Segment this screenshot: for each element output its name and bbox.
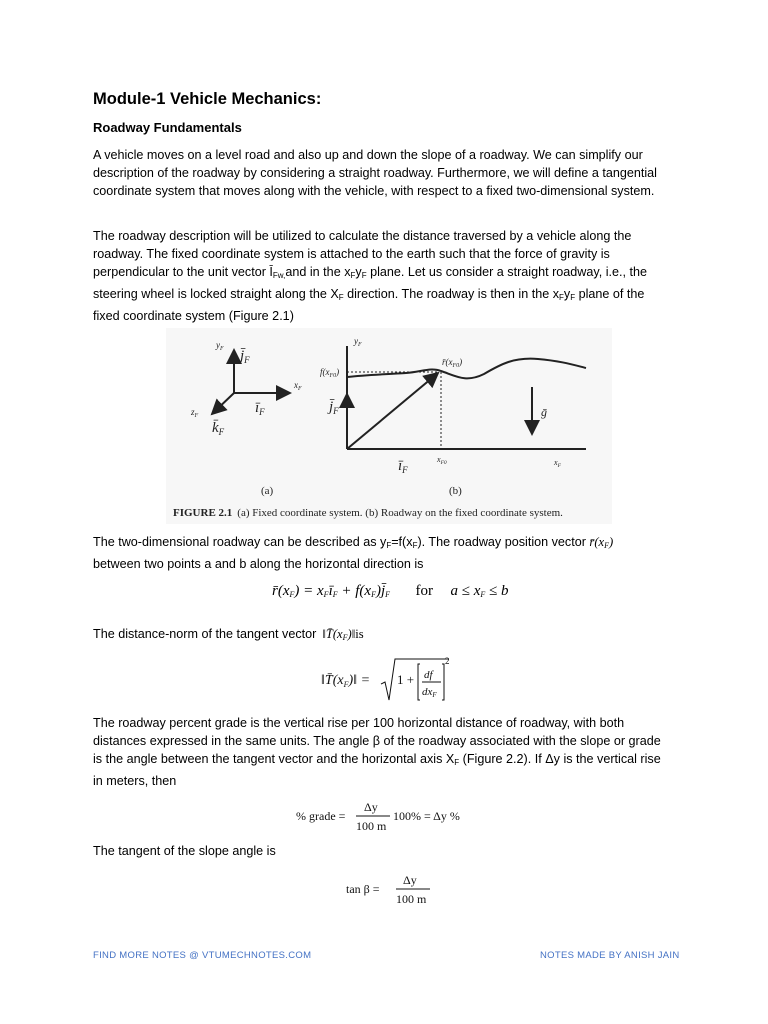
text-fragment: (Figure 2.2). If Δy is the vertical rise in meters, then: [93, 752, 661, 788]
text-fragment: ). The roadway position vector: [417, 535, 590, 549]
eq-for: for: [415, 583, 434, 599]
paragraph-tangent-slope: The tangent of the slope angle is: [93, 844, 276, 858]
label-subfigure-a: (a): [261, 485, 274, 497]
label-jF: $j̄_F$: [329, 399, 339, 416]
subscript: F: [559, 293, 564, 302]
equation-tangent-norm: [321, 654, 451, 704]
text-fragment: plane of the fixed coordinate system (Figure 2.1): [93, 287, 645, 323]
label-yF: $y_F$: [216, 340, 224, 352]
subscript: F: [454, 758, 460, 767]
eq3-lhs: % grade =: [296, 809, 346, 823]
word-is: is: [355, 627, 364, 641]
subscript: F: [412, 541, 418, 550]
label-iF: $ī_F$: [398, 458, 408, 475]
text-fragment: between two points a and b along the horizontal direction is: [93, 557, 424, 571]
label-r-xF0: $r̄(x_{F0})$: [442, 357, 463, 369]
eq3-rhs: 100% = Δy %: [393, 809, 460, 823]
label-jF: $j̄_F$: [240, 348, 250, 365]
text-fragment: The two-dimensional roadway can be described as y: [93, 535, 387, 549]
paragraph-2d-roadway: [93, 533, 653, 573]
subscript: Fw,: [272, 271, 286, 280]
label-kF: $k̄_F$: [212, 420, 225, 437]
eq2-df: df: [424, 669, 433, 681]
eq4-numerator: Δy: [403, 873, 417, 887]
equation-percent-grade-drawing: [296, 796, 486, 836]
text-fragment: y: [563, 287, 571, 301]
subscript: F: [338, 293, 344, 302]
eq-range: a ≤ xF ≤ b: [450, 583, 509, 599]
paragraph-intro: A vehicle moves on a level road and also up and down the slope of a roadway. We can simplify our description of the roadway by considering a straight roadway. Furthermore, we will define a tangential coordinate system that moves along with the vehicle, with respect to a fixed two-dimensional system.: [93, 148, 657, 198]
eq4-denominator: 100 m: [396, 892, 427, 906]
tangent-norm-math: ‖T̄(xF)‖: [322, 627, 356, 642]
equation-tangent-norm-drawing: [321, 654, 451, 704]
text-fragment: =f(x: [391, 535, 413, 549]
label-xF: $x_F$: [554, 458, 561, 469]
footer-credit: NOTES MADE BY ANISH JAIN: [540, 950, 680, 961]
label-xF: $x_F$: [294, 380, 302, 392]
text-fragment: The distance-norm of the tangent vector: [93, 627, 317, 641]
equation-position-vector: [272, 583, 509, 600]
right-bracket: [442, 664, 444, 700]
label-iF: $ī_F$: [255, 400, 265, 417]
paragraph-percent-grade: [93, 714, 673, 790]
label-xF0: $x_{F0}$: [437, 455, 447, 466]
eq2-exponent: 2: [445, 656, 450, 666]
subscript: F: [361, 271, 367, 280]
eq-lhs: r̄(xF) = xFīF + f(xF)j̄F: [272, 583, 391, 599]
eq4-lhs: tan β =: [346, 882, 380, 896]
text-fragment: and in the x: [285, 265, 351, 279]
eq3-numerator: Δy: [364, 800, 378, 814]
position-vector-math: r̄(xF): [589, 535, 614, 550]
left-bracket: [418, 664, 420, 700]
eq2-lhs: $‖T̄(x_F)‖$ =: [321, 673, 371, 689]
figure-2-1: [166, 328, 612, 524]
label-yF: $y_F$: [354, 336, 362, 348]
figure-caption: FIGURE 2.1 (a) Fixed coordinate system. (b) Roadway on the fixed coordinate system.: [173, 507, 563, 519]
figure-background: [166, 328, 612, 524]
label-subfigure-b: (b): [449, 485, 462, 497]
label-gravity: ḡ: [541, 405, 547, 419]
equation-tan-beta-drawing: [346, 869, 446, 909]
text-fragment: The roadway percent grade is the vertical rise per 100 horizontal distance of roadway, with both distances expressed in the same units. The angle β of the roadway associated with the slope or grade is the angle between the tangent vector and the horizontal axis X: [93, 716, 661, 766]
subscript: F: [570, 293, 576, 302]
paragraph-roadway-description: [93, 227, 673, 325]
equation-percent-grade: [296, 796, 486, 836]
footer-link-vtumechnotes[interactable]: FIND MORE NOTES @ VTUMECHNOTES.COM: [93, 950, 312, 961]
unit-vector: Ī: [269, 265, 273, 279]
figure-diagram: [166, 328, 612, 524]
subscript: F: [386, 541, 392, 550]
label-zF: $z_F$: [191, 407, 199, 419]
text-fragment: direction. The roadway is then in the x: [343, 287, 560, 301]
eq2-one-plus: 1 +: [397, 672, 415, 687]
paragraph-tangent-norm: [93, 625, 393, 647]
label-f-xF0: $f(x_{F0})$: [320, 367, 340, 379]
eq3-denominator: 100 m: [356, 819, 387, 833]
text-fragment: The roadway description will be utilized to calculate the distance traversed by a vehicle along the roadway. The fixed coordinate system is attached to the earth such that the force of gravity is perpendicular to the unit vector: [93, 229, 632, 279]
subscript: F: [350, 271, 356, 280]
eq2-dx: dxF: [422, 686, 437, 699]
text-fragment: y: [355, 265, 362, 279]
equation-tan-beta: [346, 869, 446, 909]
sqrt-sign: [381, 659, 449, 700]
section-heading: Roadway Fundamentals: [93, 120, 242, 135]
text-fragment: plane. Let us consider a straight roadway, i.e., the steering wheel is locked straight along the X: [93, 265, 648, 301]
page-title: Module-1 Vehicle Mechanics:: [93, 90, 322, 108]
